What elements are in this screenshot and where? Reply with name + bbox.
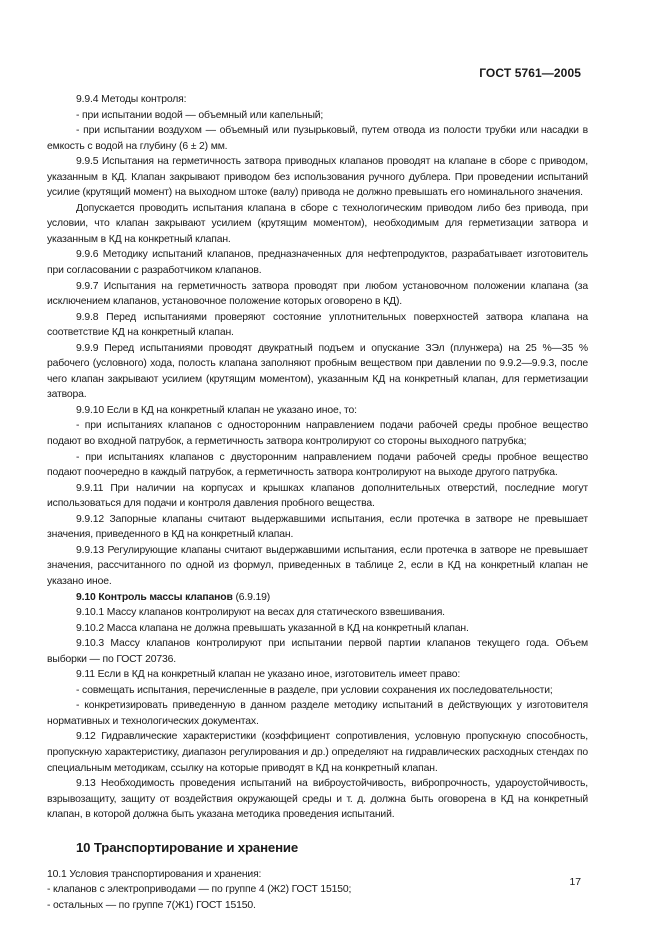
paragraph-9-9-7: 9.9.7 Испытания на герметичность затвора проводят при любом установочном положении клапана (за исключением клапанов, установочное положение которых оговорено в КД). bbox=[47, 280, 588, 308]
list-item: - при испытаниях клапанов с двусторонним направлением подачи рабочей среды пробное вещество подают поочередно в каждый патрубок, а герметичность затвора контролируют на выходе другого патрубка. bbox=[47, 451, 588, 479]
subsection-heading-9-10 bbox=[47, 590, 588, 606]
paragraph-9-10-2: 9.10.2 Масса клапана не должна превышать указанной в КД на конкретный клапан. bbox=[76, 622, 469, 634]
document-header: ГОСТ 5761—2005 bbox=[479, 66, 581, 80]
paragraph-9-9-11: 9.9.11 При наличии на корпусах и крышках клапанов дополнительных отверстий, последние могут использоваться для подачи и контроля давления пробного вещества. bbox=[47, 482, 588, 510]
list-item: - при испытаниях клапанов с односторонним направлением подачи рабочей среды пробное вещество подают во входной патрубок, а герметичность затвора контролируют со стороны выходного патрубка; bbox=[47, 420, 588, 448]
paragraph: Допускается проводить испытания клапана в сборе с технологическим приводом либо без привода, при условии, что клапан закрывают усилием (крутящим моментом), необходимым для герметизации затвора и указанным в КД на конкретный клапан. bbox=[47, 202, 588, 245]
paragraph-9-9-13: 9.9.13 Регулирующие клапаны считают выдержавшими испытания, если протечка в затворе не превышает значения, рассчитанного по одной из формул, приведенных в таблице 2, если в КД на конкретный клапан не указано иное. bbox=[47, 544, 588, 587]
paragraph-9-12: 9.12 Гидравлические характеристики (коэффициент сопротивления, условную пропускную способность, пропускную характеристику, диапазон регулирования и др.) определяют на гидравлических расходных стендах по специальным методикам, ссылку на которые приводят в КД на конкретный клапан. bbox=[47, 731, 588, 774]
paragraph-10-1: 10.1 Условия транспортирования и хранения: bbox=[47, 868, 262, 880]
paragraph-9-13: 9.13 Необходимость проведения испытаний на виброустойчивость, вибропрочность, удароустойчивость, взрывозащиту, защиту от воздействия окружающей среды и т. д. должна быть оговорена в КД на конкретный клапан, в которой должна быть указана методика проведения испытаний. bbox=[47, 778, 588, 821]
paragraph-9-9-5: 9.9.5 Испытания на герметичность затвора приводных клапанов проводят на клапане в сборе с приводом, указанным в КД. Клапан закрывают приводом без использования ручного дублера. При проведении испытаний усилие (крутящий момент) на выходном штоке (валу) привода не должно превышать его номинального значения. bbox=[47, 156, 588, 199]
list-item: - совмещать испытания, перечисленные в разделе, при условии сохранения их последовательности; bbox=[76, 684, 553, 696]
paragraph-9-11: 9.11 Если в КД на конкретный клапан не указано иное, изготовитель имеет право: bbox=[76, 669, 461, 681]
paragraph-9-10-1: 9.10.1 Массу клапанов контролируют на весах для статического взвешивания. bbox=[76, 607, 445, 619]
paragraph-9-9-12: 9.9.12 Запорные клапаны считают выдержавшими испытания, если протечка в затворе не превышает значения, приведенного в КД на конкретный клапан. bbox=[47, 513, 588, 541]
paragraph-9-9-9: 9.9.9 Перед испытаниями проводят двукратный подъем и опускание ЗЭл (плунжера) на 25 %—35 % рабочего (условного) хода, полость клапана заполняют пробным веществом при давлении по 9.9.2—9.9.3, после чего клапан закрывают усилием (крутящим моментом), указанным КД на конкретный клапан, для герметизации затвора. bbox=[47, 342, 588, 401]
subsection-reference: (6.9.19) bbox=[232, 591, 271, 603]
list-item: - при испытании воздухом — объемный или пузырьковый, путем отвода из полости трубки или насадки в емкость с водой на глубину (6 ± 2) мм. bbox=[47, 125, 588, 152]
paragraph-9-9-6: 9.9.6 Методику испытаний клапанов, предназначенных для нефтепродуктов, разрабатывает изготовитель при согласовании с разработчиком клапанов. bbox=[47, 249, 588, 277]
paragraph-9-9-8: 9.9.8 Перед испытаниями проверяют состояние уплотнительных поверхностей затвора клапана на соответствие КД на конкретный клапан. bbox=[47, 311, 588, 339]
list-item: - клапанов с электроприводами — по группе 4 (Ж2) ГОСТ 15150; bbox=[47, 884, 352, 896]
paragraph-9-9-10: 9.9.10 Если в КД на конкретный клапан не указано иное, то: bbox=[76, 404, 357, 416]
section-heading-10: 10 Транспортирование и хранение bbox=[76, 839, 299, 855]
paragraph-9-9-4: 9.9.4 Методы контроля: bbox=[76, 94, 187, 105]
subsection-title: 9.10 Контроль массы клапанов bbox=[76, 591, 233, 603]
page-number: 17 bbox=[569, 877, 581, 888]
list-item: - при испытании водой — объемный или капельный; bbox=[76, 109, 324, 121]
paragraph-9-10-3: 9.10.3 Массу клапанов контролируют при испытании первой партии клапанов текущего года. Объем выборки — по ГОСТ 20736. bbox=[47, 638, 588, 665]
list-item: - остальных — по группе 7(Ж1) ГОСТ 15150. bbox=[47, 899, 256, 911]
spacer bbox=[47, 857, 588, 867]
list-item: - конкретизировать приведенную в данном разделе методику испытаний в действующих у изготовителя нормативных и технологических документах. bbox=[47, 700, 588, 727]
page-body bbox=[47, 92, 588, 913]
